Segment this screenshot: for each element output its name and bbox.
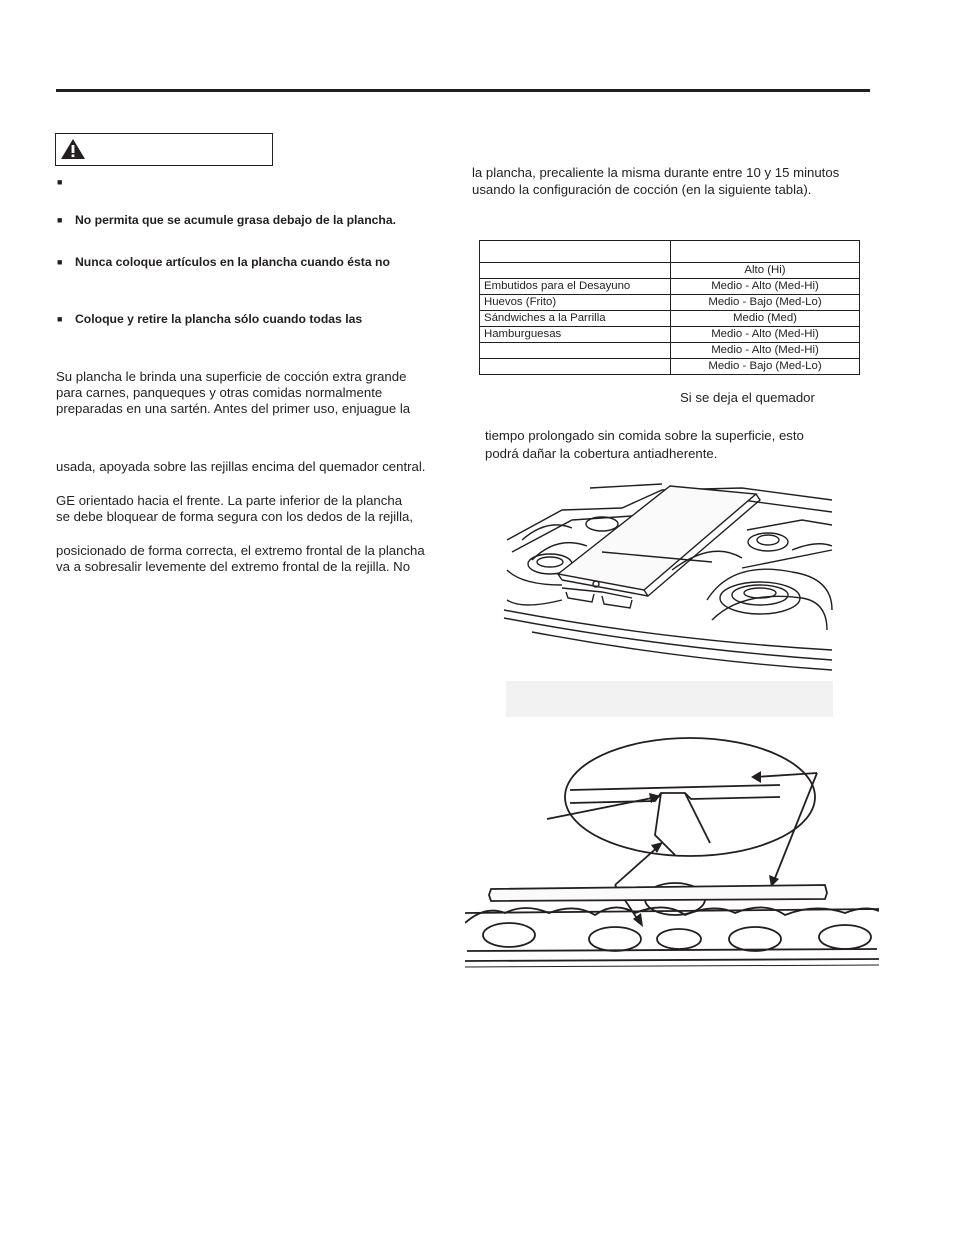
square-bullet-icon: ■: [57, 314, 63, 324]
warning-box: [55, 133, 273, 166]
table-row: Embutidos para el Desayuno Medio - Alto (Med-Hi): [480, 279, 860, 295]
table-row: Medio - Bajo (Med-Lo): [480, 359, 860, 375]
paragraph-line: para carnes, panqueques y otras comidas normalmente: [56, 385, 383, 400]
griddle-seating-detail-illustration: [465, 735, 879, 975]
paragraph-line: Su plancha le brinda una superficie de cocción extra grande: [56, 369, 407, 384]
paragraph-line: GE orientado hacia el frente. La parte inferior de la plancha: [56, 493, 403, 508]
paragraph-line: se debe bloquear de forma segura con los dedos de la rejilla,: [56, 509, 414, 524]
bullet-text-items: Nunca coloque artículos en la plancha cuando ésta no: [75, 255, 390, 269]
paragraph-line: preparadas en una sartén. Antes del primer uso, enjuague la: [56, 401, 411, 416]
note-line: tiempo prolongado sin comida sobre la superficie, esto: [485, 428, 804, 443]
square-bullet-icon: ■: [57, 177, 63, 187]
table-row: Alto (Hi): [480, 263, 860, 279]
table-header-row: [480, 241, 860, 263]
paragraph-line: va a sobresalir levemente del extremo frontal de la rejilla. No: [56, 559, 411, 574]
table-row: Sándwiches a la Parrilla Medio (Med): [480, 311, 860, 327]
warning-triangle-icon: [60, 138, 86, 160]
square-bullet-icon: ■: [57, 215, 63, 225]
griddle-on-cooktop-illustration: [502, 480, 834, 672]
cooking-settings-table: [479, 240, 860, 375]
intro-line: usando la configuración de cocción (en la siguiente tabla).: [472, 182, 812, 197]
intro-line: la plancha, precaliente la misma durante entre 10 y 15 minutos: [472, 165, 840, 180]
bullet-text-grease: No permita que se acumule grasa debajo de la plancha.: [75, 213, 397, 227]
header-rule: [56, 89, 870, 92]
paragraph-line: posicionado de forma correcta, el extremo frontal de la plancha: [56, 543, 425, 558]
table-row: Hamburguesas Medio - Alto (Med-Hi): [480, 327, 860, 343]
table-row: Medio - Alto (Med-Hi): [480, 343, 860, 359]
table-row: Huevos (Frito) Medio - Bajo (Med-Lo): [480, 295, 860, 311]
note-line: Si se deja el quemador: [680, 390, 815, 405]
paragraph-line: usada, apoyada sobre las rejillas encima del quemador central.: [56, 459, 426, 474]
bullet-text-place: Coloque y retire la plancha sólo cuando todas las: [75, 312, 363, 326]
square-bullet-icon: ■: [57, 257, 63, 267]
figure-caption-band: [506, 681, 833, 717]
note-line: podrá dañar la cobertura antiadherente.: [485, 446, 718, 461]
